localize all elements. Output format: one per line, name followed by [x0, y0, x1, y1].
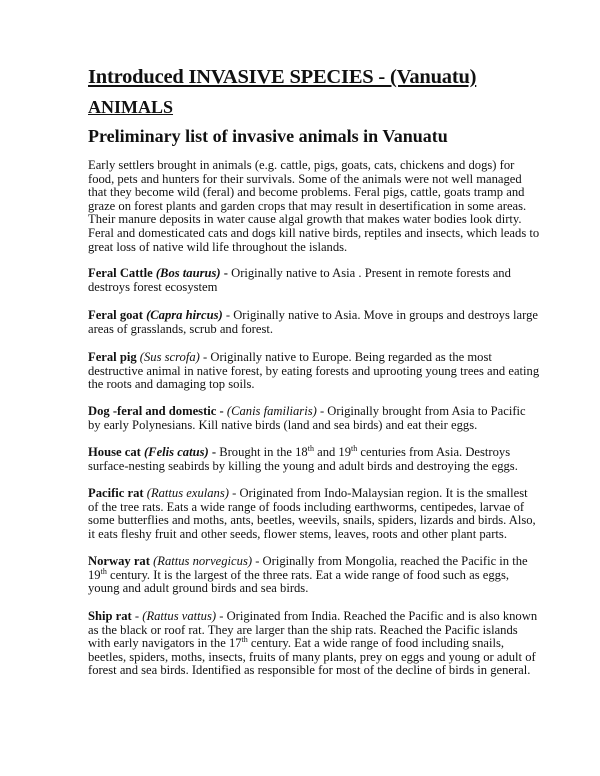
section-heading: ANIMALS: [88, 97, 174, 117]
species-description: Originally native to Asia. Move in groups and destroys large areas of grasslands, scrub and forest.: [88, 308, 538, 336]
species-scientific-name: (Canis familiaris): [226, 404, 317, 418]
species-entry-feral-cattle: Feral Cattle (Bos taurus) - Originally native to Asia . Present in remote forests and destroys forest ecosystem: [88, 266, 511, 294]
species-description: Originally from Mongolia, reached the Pacific in the 19th century. It is the largest of the three rats. Eat a wide range of food such as eggs, young and adult ground birds and sea birds.: [88, 554, 528, 596]
species-entry-dog: Dog -feral and domestic - (Canis familiaris) - Originally brought from Asia to Pacific by early Polynesians. Kill native birds (land and sea birds) and eat their eggs.: [88, 404, 526, 432]
species-entry-norway-rat: Norway rat (Rattus norvegicus) - Originally from Mongolia, reached the Pacific in the 19th century. It is the largest of the three rats. Eat a wide range of food such as eggs, young and adult ground birds and sea birds.: [88, 554, 528, 596]
species-scientific-name: (Bos taurus): [155, 266, 221, 280]
species-description: Originated from Indo-Malaysian region. It is the smallest of the tree rats. Eats a wide range of foods including earthworms, centipedes, larvae of some butterflies and moths, ants, beetles, weevils, snails, spiders, lizards and birds. Also, it eats fleshy fruit and other seeds, flower stems, leaves, roots and other plant parts.: [88, 486, 536, 541]
species-description: Originally brought from Asia to Pacific by early Polynesians. Kill native birds (land and sea birds) and eat their eggs.: [88, 404, 526, 432]
species-name: Dog -feral and domestic -: [88, 404, 224, 418]
species-name: Ship rat: [88, 609, 132, 623]
species-entry-ship-rat: Ship rat - (Rattus vattus) - Originated from India. Reached the Pacific and is also known as the black or roof rat. They are larger than the ship rats. Reached the Pacific islands with early navigators in the 17th century. Eat a wide range of food including snails, beetles, spiders, moths, insects, fruits of many plants, prey on eggs and young or adult of forest and sea birds. Identified as responsible for most of the decline of birds in general.: [88, 609, 538, 678]
species-scientific-name: (Sus scrofa): [139, 350, 200, 364]
species-name: Feral Cattle: [88, 266, 153, 280]
species-entry-feral-pig: Feral pig (Sus scrofa) - Originally native to Europe. Being regarded as the most destructive animal in native forest, by eating forests and uprooting young trees and eating the roots and damaging top soils.: [88, 350, 540, 392]
species-name: Norway rat: [88, 554, 150, 568]
species-scientific-name: (Rattus exulans): [146, 486, 229, 500]
species-description: Originated from India. Reached the Pacific and is also known as the black or roof rat. They are larger than the ship rats. Reached the Pacific islands with early navigators in the 17th century. Eat a wide range of food including snails, beetles, spiders, moths, insects, fruits of many plants, prey on eggs and young or adult of forest and sea birds. Identified as responsible for most of the decline of birds in general.: [88, 609, 538, 678]
intro-paragraph: Early settlers brought in animals (e.g. cattle, pigs, goats, cats, chickens and dogs) for food, pets and hunters for their survivals. Some of the animals were not well managed that they become wild (feral) and become problems. Feral pigs, cattle, goats tramp and graze on forest plants and garden crops that may result in desertification in some areas. Their manure deposits in water cause algal growth that makes water bodies look dirty. Feral and domesticated cats and dogs kill native birds, reptiles and insects, which leads to great loss of native wild life throughout the islands.: [88, 158, 540, 254]
subheading: Preliminary list of invasive animals in Vanuatu: [88, 126, 448, 146]
species-entry-feral-goat: Feral goat (Capra hircus) - Originally native to Asia. Move in groups and destroys large areas of grasslands, scrub and forest.: [88, 308, 538, 336]
species-name: House cat: [88, 445, 141, 459]
species-description: Originally native to Europe. Being regarded as the most destructive animal in native forest, by eating forests and uprooting young trees and eating the roots and damaging top soils.: [88, 350, 540, 392]
species-entry-house-cat: House cat (Felis catus) - Brought in the 18th and 19th centuries from Asia. Destroys surface-nesting seabirds by killing the young and adult birds and destroying the eggs.: [88, 443, 518, 473]
species-name: Feral pig: [88, 350, 137, 364]
species-scientific-name: (Rattus vattus): [142, 609, 217, 623]
species-name: Feral goat: [88, 308, 143, 322]
species-scientific-name: (Felis catus): [143, 445, 209, 459]
species-scientific-name: (Rattus norvegicus): [153, 554, 253, 568]
species-description: Brought in the 18th and 19th centuries from Asia. Destroys surface-nesting seabirds by killing the young and adult birds and destroying the eggs.: [88, 443, 518, 473]
species-entry-pacific-rat: Pacific rat (Rattus exulans) - Originated from Indo-Malaysian region. It is the smallest of the tree rats. Eats a wide range of foods including earthworms, centipedes, larvae of some butterflies and moths, ants, beetles, weevils, snails, spiders, lizards and birds. Also, it eats fleshy fruit and other seeds, flower stems, leaves, roots and other plant parts.: [88, 486, 536, 541]
species-description: Originally native to Asia . Present in remote forests and destroys forest ecosystem: [88, 266, 511, 294]
species-scientific-name: (Capra hircus): [146, 308, 223, 322]
species-name: Pacific rat: [88, 486, 144, 500]
page-title: Introduced INVASIVE SPECIES - (Vanuatu): [88, 66, 477, 88]
